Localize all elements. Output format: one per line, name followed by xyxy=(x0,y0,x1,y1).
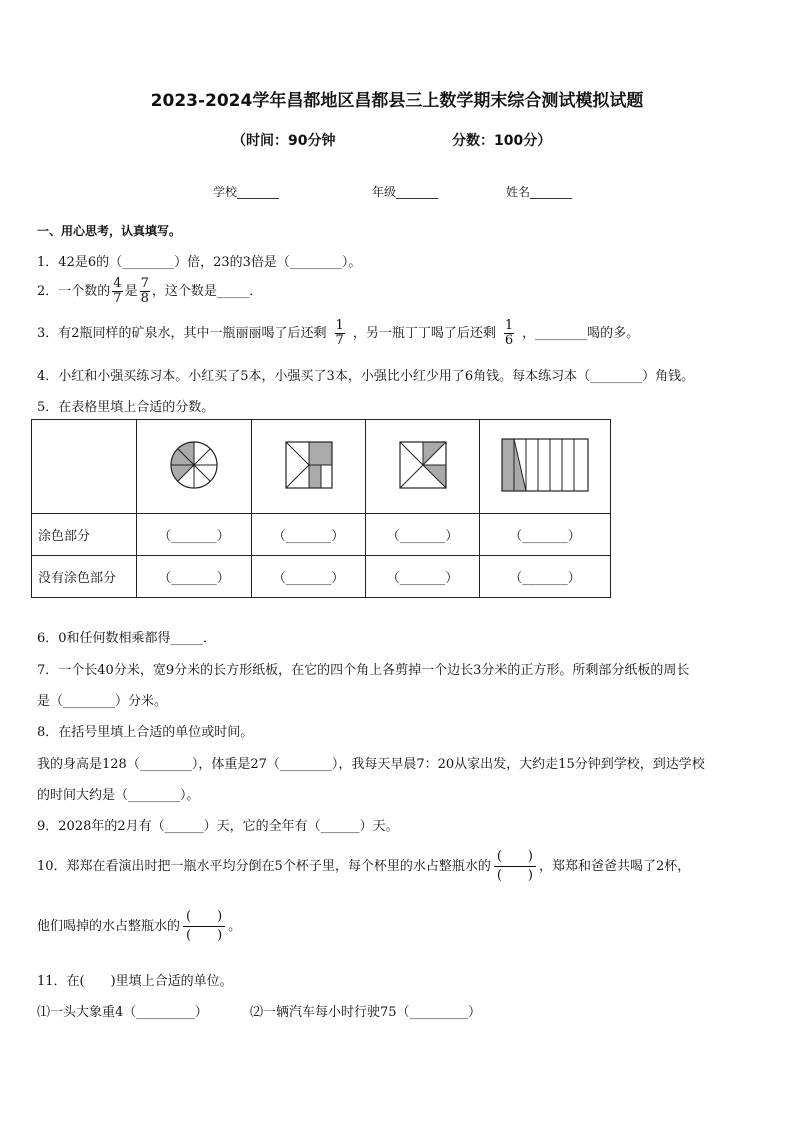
question-10-line-2 xyxy=(37,908,241,945)
table-corner-cell xyxy=(32,420,137,514)
question-9: 9．2028年的2月有（______）天，它的全年有（______）天。 xyxy=(37,819,399,834)
denominator: 7 xyxy=(113,291,122,306)
fraction-blank[interactable] xyxy=(494,848,536,885)
figure-circle-cell xyxy=(137,420,252,514)
answer-blank[interactable]: （_______） xyxy=(366,556,480,598)
answer-blank[interactable]: （_______） xyxy=(137,556,252,598)
figure-square-b-cell xyxy=(366,420,480,514)
question-1: 1．42是6的（________）倍，23的3倍是（________）。 xyxy=(37,255,362,270)
school-field: 学校_______ xyxy=(213,185,280,199)
time-label: （时间：90分钟 xyxy=(232,133,336,149)
figure-rectangle-cell xyxy=(480,420,611,514)
answer-blank[interactable]: （_______） xyxy=(252,514,366,556)
figure-square-a-cell xyxy=(252,420,366,514)
question-10-line-1 xyxy=(37,848,690,885)
grade-field: 年级_______ xyxy=(372,185,439,199)
q3-text-post: ，________喝的多。 xyxy=(522,326,640,341)
question-8-line-2: 的时间大约是（________）。 xyxy=(37,788,200,803)
shaded-rectangle-figure xyxy=(500,437,590,493)
fraction xyxy=(504,319,514,348)
shaded-square-figure-b xyxy=(398,440,448,490)
denominator: ( ) xyxy=(186,928,223,943)
q2-text-pre: 2．一个数的 xyxy=(37,284,111,299)
numerator: ( ) xyxy=(494,848,536,867)
section-heading: 一、用心思考，认真填写。 xyxy=(37,224,182,238)
question-7-line-2: 是（________）分米。 xyxy=(37,694,168,709)
q2-text-post: ，这个数是_____． xyxy=(151,284,263,299)
denominator: ( ) xyxy=(496,868,533,883)
denominator: 7 xyxy=(335,333,344,348)
row-label-unshaded: 没有涂色部分 xyxy=(32,556,137,598)
question-11: 11．在( )里填上合适的单位。 xyxy=(37,974,233,989)
question-8-line-1: 我的身高是128（________），体重是27（________），我每天早晨7：20从家出发，大约走15分钟到学校，到达学校 xyxy=(37,757,705,772)
answer-blank[interactable]: （_______） xyxy=(480,514,611,556)
numerator: ( ) xyxy=(183,908,225,927)
shaded-square-figure-a xyxy=(284,440,334,490)
question-11-part-2: ⑵一辆汽车每小时行驶75（_________） xyxy=(250,1005,482,1020)
numerator: 7 xyxy=(140,276,149,291)
question-3 xyxy=(37,319,639,348)
fraction-blank[interactable] xyxy=(183,908,225,945)
q10-text-b-post: 。 xyxy=(228,919,242,934)
q3-text-mid: ，另一瓶丁丁喝了后还剩 xyxy=(352,326,496,341)
shaded-circle-figure xyxy=(169,440,219,490)
answer-blank[interactable]: （_______） xyxy=(366,514,480,556)
numerator: 1 xyxy=(504,318,514,333)
fraction xyxy=(112,277,122,306)
question-11-part-1: ⑴一头大象重4（_________） xyxy=(37,1005,208,1020)
question-5: 5．在表格里填上合适的分数。 xyxy=(37,400,215,415)
q10-text-a: 10．郑郑在看演出时把一瓶水平均分倒在5个杯子里，每个杯里的水占整瓶水的 xyxy=(37,859,491,874)
question-4: 4．小红和小强买练习本。小红买了5本，小强买了3本，小强比小红少用了6角钱。每本练习本（________）角钱。 xyxy=(37,369,695,384)
question-2 xyxy=(37,277,262,306)
score-label: 分数：100分） xyxy=(452,133,552,149)
fraction xyxy=(335,319,345,348)
q2-text-mid: 是 xyxy=(124,284,138,299)
question-6: 6．0和任何数相乘都得_____． xyxy=(37,631,217,646)
q10-text-a-post: ，郑郑和爸爸共喝了2杯， xyxy=(538,859,691,874)
numerator: 1 xyxy=(335,318,344,333)
fraction xyxy=(140,277,150,306)
denominator: 8 xyxy=(140,291,149,306)
row-label-shaded: 涂色部分 xyxy=(32,514,137,556)
name-field: 姓名_______ xyxy=(506,185,573,199)
denominator: 6 xyxy=(504,333,514,348)
fraction-table xyxy=(31,419,611,598)
answer-blank[interactable]: （_______） xyxy=(252,556,366,598)
question-7-line-1: 7．一个长40分米，宽9分米的长方形纸板，在它的四个角上各剪掉一个边长3分米的正方形。所剩部分纸板的周长 xyxy=(37,663,690,678)
answer-blank[interactable]: （_______） xyxy=(137,514,252,556)
numerator: 4 xyxy=(113,276,122,291)
q3-text-pre: 3．有2瓶同样的矿泉水，其中一瓶丽丽喝了后还剩 xyxy=(37,326,327,341)
exam-title: 2023-2024学年昌都地区昌都县三上数学期末综合测试模拟试题 xyxy=(150,91,644,111)
q10-text-b: 他们喝掉的水占整瓶水的 xyxy=(37,919,181,934)
question-8: 8．在括号里填上合适的单位或时间。 xyxy=(37,725,254,740)
answer-blank[interactable]: （_______） xyxy=(480,556,611,598)
